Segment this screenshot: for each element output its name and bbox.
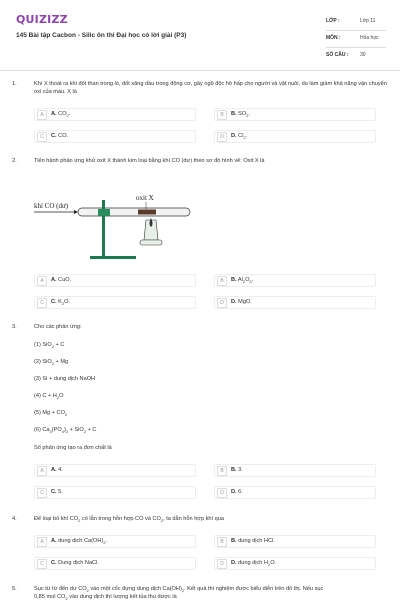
option-letter: C — [37, 298, 47, 308]
question-stem: Tiến hành phản ứng khử oxit X thành kim loại bằng khí CO (dư) theo sơ đồ hình vẽ: Oxit X là — [34, 158, 265, 164]
quizizz-logo: QUIZIZZ — [16, 13, 68, 26]
option-1c[interactable] — [34, 130, 196, 143]
question-4 — [12, 515, 390, 527]
meta-row-count — [326, 48, 386, 64]
option-text: A. 4. — [51, 467, 63, 473]
option-2b[interactable] — [214, 274, 376, 287]
oxide-label: oxit X — [136, 194, 154, 202]
question-number: 3. — [12, 324, 17, 330]
stand-rod — [102, 200, 105, 258]
option-letter: A — [37, 537, 47, 547]
option-text: C. $K_2O$. — [51, 299, 71, 307]
reaction-6: (6) $Ca_3(PO_4)_2 + SiO_2 + C$ — [34, 427, 97, 435]
stand-clamp — [98, 209, 110, 216]
meta-key: MÔN : — [326, 35, 341, 41]
option-letter: C — [37, 488, 47, 498]
option-text: B. dung dịch HCl. — [231, 538, 275, 544]
option-4b[interactable] — [214, 535, 376, 548]
option-letter: C — [37, 132, 47, 142]
option-2c[interactable] — [34, 296, 196, 309]
option-1a[interactable] — [34, 108, 196, 121]
option-letter: A — [37, 276, 47, 286]
option-text: D. 6. — [231, 489, 243, 495]
option-text: C. 5. — [51, 489, 63, 495]
question-number: 4. — [12, 516, 17, 522]
option-2a[interactable] — [34, 274, 196, 287]
stand-base — [90, 256, 136, 259]
document-title: 145 Bài tập Cacbon - Silic ôn thi Đại học có lời giải (P3) — [16, 32, 187, 39]
option-text: B. $SO_2$. — [231, 111, 251, 119]
option-3b[interactable] — [214, 464, 376, 477]
option-3a[interactable] — [34, 464, 196, 477]
meta-row-subject — [326, 31, 386, 48]
option-text: B. $Al_2O_3$. — [231, 277, 254, 285]
option-letter: D — [217, 298, 227, 308]
option-letter: B — [217, 110, 227, 120]
question-2 — [12, 157, 390, 169]
option-text: B. 3. — [231, 467, 243, 473]
meta-key: SỐ CÂU : — [326, 52, 349, 58]
reaction-2: (2) SiO$_2$ + Mg — [34, 359, 69, 367]
oxide-sample — [138, 210, 156, 215]
option-text: D. $Cl_2$. — [231, 133, 248, 141]
question-stem: Khí X thoát ra khi đốt than trong lò, đốt xăng dầu trong động cơ, gây ngộ độc hô hấp cho người và vật nuôi, do làm giảm khả năng vận chuyển oxi của máu. X là — [34, 81, 387, 95]
document-meta — [326, 14, 386, 64]
question-5 — [12, 585, 390, 600]
question-footer: Số phản ứng tạo ra đơn chất là — [34, 445, 112, 451]
reaction-3: (3) Si + dung dịch NaOH — [34, 376, 96, 382]
option-letter: B — [217, 276, 227, 286]
meta-key: LỚP : — [326, 18, 340, 24]
question-3 — [12, 323, 390, 335]
option-letter: B — [217, 466, 227, 476]
question-number: 1. — [12, 81, 17, 87]
meta-row-class — [326, 14, 386, 31]
gas-arrow-head — [74, 210, 78, 214]
reaction-5: (5) $Mg + CO_2$ — [34, 410, 68, 418]
meta-value: 30 — [360, 52, 366, 58]
question-stem: Sục từ từ đến dư $CO_2$ vào một cốc đựng dung dịch $Ca(OH)_2$. Kết quả thí nghiệm được biểu diễn trên đồ thị. Nếu sục 0,85 mol $CO_2$ vào dung dịch thì lượng kết tủa thu được là — [34, 586, 324, 600]
reaction-4: (4) $C + H_2O$ — [34, 393, 64, 401]
option-1b[interactable] — [214, 108, 376, 121]
option-letter: A — [37, 466, 47, 476]
option-letter: D — [217, 559, 227, 569]
option-letter: D — [217, 132, 227, 142]
option-4a[interactable] — [34, 535, 196, 548]
option-3c[interactable] — [34, 486, 196, 499]
meta-value: Hóa học — [360, 35, 379, 41]
reaction-1: (1) SiO$_2$ + C — [34, 342, 65, 350]
option-3d[interactable] — [214, 486, 376, 499]
meta-value: Lớp 11 — [360, 18, 376, 24]
option-4d[interactable] — [214, 557, 376, 570]
option-text: D. MgO. — [231, 299, 252, 305]
question-stem: Cho các phản ứng: — [34, 324, 82, 330]
option-text: C. CO. — [51, 133, 69, 139]
option-letter: D — [217, 488, 227, 498]
option-letter: A — [37, 110, 47, 120]
question-stem: Để loại bỏ khí $CO_2$ có lẫn trong hỗn hợp CO và $CO_2$, ta dẫn hỗn hợp khí qua — [34, 516, 224, 524]
option-text: A. CuO. — [51, 277, 72, 283]
option-text: D. dung dịch $H_2O$. — [231, 560, 277, 568]
question-number: 2. — [12, 158, 17, 164]
option-4c[interactable] — [34, 557, 196, 570]
burner-base — [140, 240, 162, 245]
option-2d[interactable] — [214, 296, 376, 309]
option-text: A. dung dịch $Ca(OH)_2$. — [51, 538, 108, 546]
option-letter: B — [217, 537, 227, 547]
reaction-tube — [78, 208, 190, 216]
document-header — [0, 0, 400, 71]
option-text: C. Dung dịch NaCl. — [51, 560, 99, 566]
option-letter: C — [37, 559, 47, 569]
co-gas-label: khí CO (dư) — [34, 202, 69, 210]
question-number: 5. — [12, 586, 17, 592]
option-text: A. $CO_2$. — [51, 111, 71, 119]
reaction-list — [12, 341, 390, 451]
option-1d[interactable] — [214, 130, 376, 143]
apparatus-diagram — [28, 190, 198, 262]
